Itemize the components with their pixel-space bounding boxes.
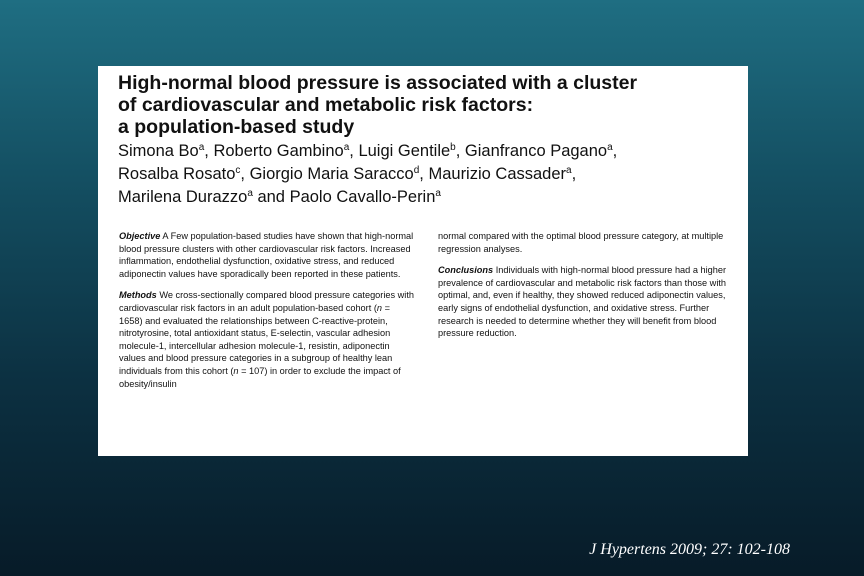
author-affiliation: b xyxy=(450,142,456,153)
author-name: Maurizio Cassader xyxy=(428,165,567,183)
methods-text-continued: ) and evaluated the relationships between C-reactive-protein, nitrotyrosine, total antioxidant status, E-selectin, vascular adhesion molecule-1, intercellular adhesion molecule-1, resistin, adiponectin values and blood pressure categories in a subgroup of healthy lean individuals from this cohort ( xyxy=(119,315,393,376)
sample-size-symbol: n xyxy=(376,302,383,313)
author-affiliation: a xyxy=(435,188,441,199)
objective-heading: Objective xyxy=(119,231,161,241)
article-excerpt xyxy=(98,66,748,456)
conclusions-paragraph xyxy=(438,264,740,340)
author-line-2 xyxy=(118,163,743,186)
author-name: Marilena Durazzo xyxy=(118,188,248,206)
conclusions-heading: Conclusions xyxy=(438,265,494,276)
objective-paragraph xyxy=(119,230,415,280)
sample-size-value: = 1658 xyxy=(119,302,390,326)
author-name: Simona Bo xyxy=(118,142,199,160)
author-affiliation: a xyxy=(198,142,205,153)
subgroup-size-symbol: n xyxy=(233,365,239,376)
author-affiliation: a xyxy=(343,142,350,153)
methods-heading: Methods xyxy=(119,290,157,301)
author-affiliation: d xyxy=(413,165,420,176)
author-name: Luigi Gentile xyxy=(358,142,451,160)
author-separator: , xyxy=(455,142,465,160)
author-separator: , xyxy=(240,165,250,183)
author-affiliation: c xyxy=(235,165,241,176)
methods-text-end: ) in order to exclude the impact of obesity/insulin xyxy=(119,365,401,389)
author-separator: , xyxy=(612,142,618,160)
author-separator: , xyxy=(204,142,214,160)
author-separator: , xyxy=(419,165,429,183)
author-affiliation: a xyxy=(247,188,253,199)
title-line-1: High-normal blood pressure is associated with a cluster xyxy=(118,72,638,94)
author-name: Paolo Cavallo-Perin xyxy=(289,188,436,206)
conclusions-text: Individuals with high-normal blood pressure had a higher prevalence of cardiovascular and metabolic risk factors than those with optimal, and, even if healthy, they showed reduced adiponectin values, early signs of endothelial dysfunction, and oxidative stress. Further research is needed to determine whether they will benefit from blood pressure reduction. xyxy=(438,265,727,339)
author-line-1 xyxy=(118,140,743,163)
author-name: Gianfranco Pagano xyxy=(464,142,608,160)
methods-text: We cross-sectionally compared blood pressure categories with cardiovascular risk factors in an adult population-based cohort ( xyxy=(119,290,414,313)
title-line-2: of cardiovascular and metabolic risk factors: xyxy=(118,94,534,116)
methods-paragraph xyxy=(119,289,415,390)
subgroup-size-value: = 107 xyxy=(238,365,265,376)
author-separator: , xyxy=(571,165,577,183)
title-line-3: a population-based study xyxy=(118,116,355,138)
author-affiliation: a xyxy=(607,142,613,153)
author-name: Rosalba Rosato xyxy=(118,165,236,183)
author-separator: , xyxy=(349,142,359,160)
results-tail-paragraph: normal compared with the optimal blood pressure category, at multiple regression analyses. xyxy=(438,231,724,254)
journal-citation: J Hypertens 2009; 27: 102-108 xyxy=(589,541,790,558)
author-name: Roberto Gambino xyxy=(213,142,344,160)
abstract-left-column xyxy=(119,230,415,399)
author-line-3 xyxy=(118,186,743,209)
author-name: Giorgio Maria Saracco xyxy=(249,165,414,183)
objective-text: A Few population-based studies have shown that high-normal blood pressure clusters with other cardiovascular risk factors. Increased inflammation, endothelial dysfunction, oxidative stress, and reduced adiponectin values have sporadically been reported in these patients. xyxy=(119,231,414,279)
author-list xyxy=(118,140,743,209)
article-title xyxy=(118,72,738,138)
author-affiliation: a xyxy=(566,165,572,176)
abstract-right-column xyxy=(438,230,740,349)
author-separator: and xyxy=(252,188,290,206)
